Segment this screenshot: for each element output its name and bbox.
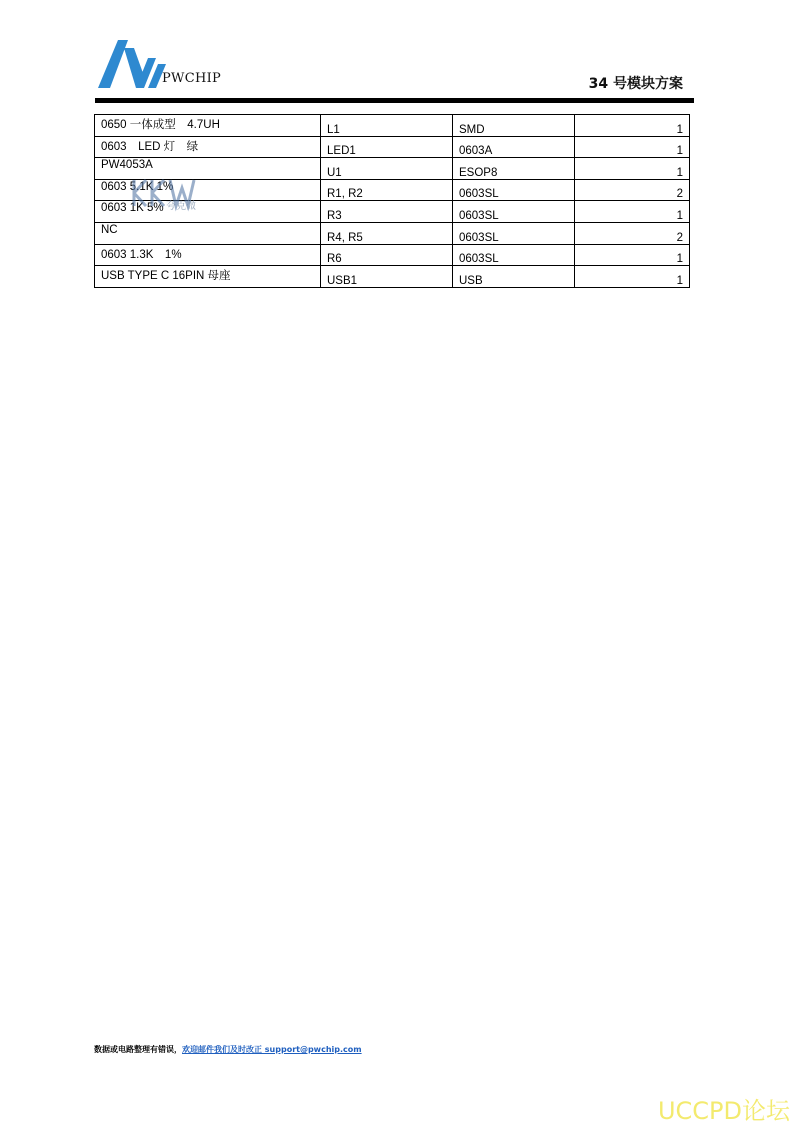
bom-cell-designator: R4, R5 [321, 222, 453, 244]
bom-cell-qty: 2 [575, 222, 690, 244]
bom-cell-designator: R6 [321, 244, 453, 266]
bom-cell-qty: 1 [575, 136, 690, 158]
bom-cell-value: PW4053A [95, 158, 321, 180]
bom-cell-qty: 1 [575, 244, 690, 266]
bom-cell-value: 0603 1.3K 1% [95, 244, 321, 266]
bom-cell-qty: 1 [575, 158, 690, 180]
bom-cell-footprint: USB [453, 266, 575, 288]
document-title: 34 号模块方案 [588, 76, 683, 92]
company-logo [96, 38, 226, 90]
bom-cell-footprint: ESOP8 [453, 158, 575, 180]
table-row [95, 158, 690, 180]
table-row [95, 115, 690, 137]
bom-cell-value: USB TYPE C 16PIN 母座 [95, 266, 321, 288]
bom-cell-value: 0650 一体成型 4.7UH [95, 115, 321, 137]
bom-cell-footprint: 0603SL [453, 179, 575, 201]
footer-email-link[interactable]: 欢迎邮件我们及时改正 support@pwchip.com [182, 1045, 362, 1054]
bom-cell-value: 0603 LED 灯 绿 [95, 136, 321, 158]
bom-cell-footprint: SMD [453, 115, 575, 137]
bom-cell-value: 0603 5.1K 1% [95, 179, 321, 201]
table-row [95, 266, 690, 288]
bom-cell-designator: R1, R2 [321, 179, 453, 201]
footer-note [94, 1044, 362, 1055]
watermark-text: 夸克微 [166, 201, 196, 212]
bom-cell-designator: L1 [321, 115, 453, 137]
logo-text: PWCHIP [162, 71, 222, 86]
table-row [95, 244, 690, 266]
bom-cell-designator: LED1 [321, 136, 453, 158]
bom-cell-footprint: 0603SL [453, 222, 575, 244]
table-row [95, 222, 690, 244]
bom-cell-footprint: 0603A [453, 136, 575, 158]
bom-cell-footprint: 0603SL [453, 201, 575, 223]
table-row [95, 136, 690, 158]
bom-cell-footprint: 0603SL [453, 244, 575, 266]
bom-cell-value: 0603 1K 5% [95, 201, 321, 223]
pwchip-logo-icon [96, 38, 166, 90]
bom-cell-qty: 2 [575, 179, 690, 201]
bom-cell-designator: USB1 [321, 266, 453, 288]
bom-cell-qty: 1 [575, 266, 690, 288]
bom-cell-qty: 1 [575, 201, 690, 223]
bom-cell-value: NC [95, 222, 321, 244]
bom-cell-designator: R3 [321, 201, 453, 223]
bom-cell-qty: 1 [575, 115, 690, 137]
header-rule [95, 98, 694, 103]
corner-watermark: UCCPD论坛 [657, 1097, 790, 1125]
footer-prefix: 数据或电路整理有错误， [94, 1045, 182, 1054]
bom-cell-designator: U1 [321, 158, 453, 180]
